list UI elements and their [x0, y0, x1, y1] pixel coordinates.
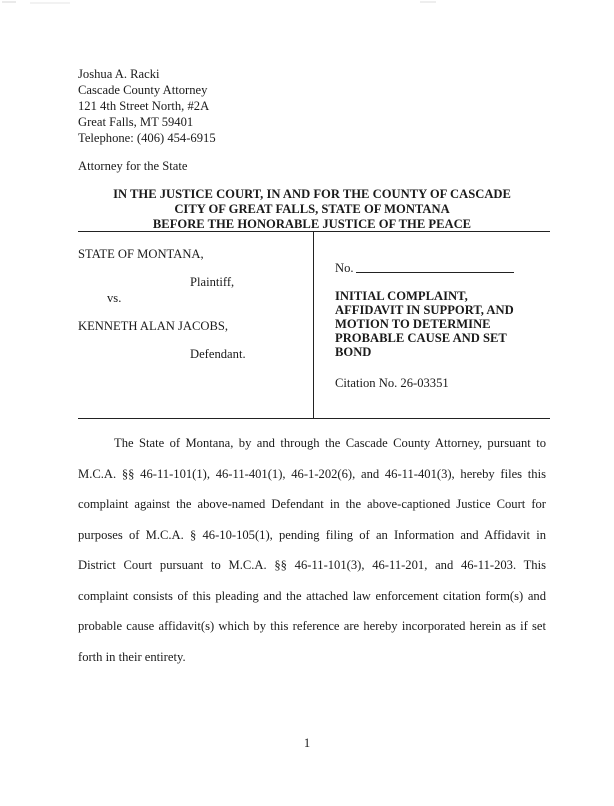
versus-label: vs. [107, 291, 122, 305]
document-title-line-4: PROBABLE CAUSE AND SET [335, 331, 507, 345]
court-line-3: BEFORE THE HONORABLE JUSTICE OF THE PEACE [152, 217, 472, 231]
court-line-1: IN THE JUSTICE COURT, IN AND FOR THE COUNTY OF CASCADE [113, 187, 511, 201]
attorney-phone: Telephone: (406) 454-6915 [78, 131, 216, 145]
defendant-name: KENNETH ALAN JACOBS, [78, 319, 229, 333]
citation-number: Citation No. 26-03351 [335, 376, 449, 390]
document-title-line-5: BOND [335, 345, 372, 359]
attorney-city: Great Falls, MT 59401 [78, 115, 194, 129]
case-number-blank-line [356, 272, 514, 273]
complaint-paragraph: The State of Montana, by and through the Cascade County Attorney, pursuant to M.C.A. §§ 46-11-101(1), 46-11-401(1), 46-1-202(6), and 46-11-401(3), hereby files this complaint against the above-named Defendant in the above-captioned Justice Court for purposes of M.C.A. § 46-10-105(1), pending filing of an Information and Affidavit in District Court pursuant to M.C.A. §§ 46-11-101(3), 46-11-201, and 46-11-203. This complaint consists of this pleading and the attached law enforcement citation form(s) and probable cause affidavit(s) which by this reference are hereby incorporated herein as if set forth in their entirety. [78, 436, 546, 664]
plaintiff-name: STATE OF MONTANA, [78, 247, 204, 261]
attorney-name: Joshua A. Racki [78, 67, 160, 81]
caption-top-rule [78, 231, 550, 232]
plaintiff-label: Plaintiff, [190, 275, 235, 289]
attorney-role: Attorney for the State [78, 159, 188, 173]
document-title-line-3: MOTION TO DETERMINE [335, 317, 491, 331]
case-number-label: No. [335, 261, 354, 275]
defendant-label: Defendant. [190, 347, 246, 361]
complaint-body [78, 428, 546, 672]
document-title-line-1: INITIAL COMPLAINT, [335, 289, 468, 303]
attorney-office: Cascade County Attorney [78, 83, 208, 97]
scan-artifacts [0, 0, 614, 6]
page-number: 1 [303, 736, 311, 750]
caption-bottom-rule [78, 418, 550, 419]
court-line-2: CITY OF GREAT FALLS, STATE OF MONTANA [174, 202, 450, 216]
attorney-street: 121 4th Street North, #2A [78, 99, 210, 113]
caption-divider [313, 231, 314, 419]
document-title-line-2: AFFIDAVIT IN SUPPORT, AND [335, 303, 514, 317]
